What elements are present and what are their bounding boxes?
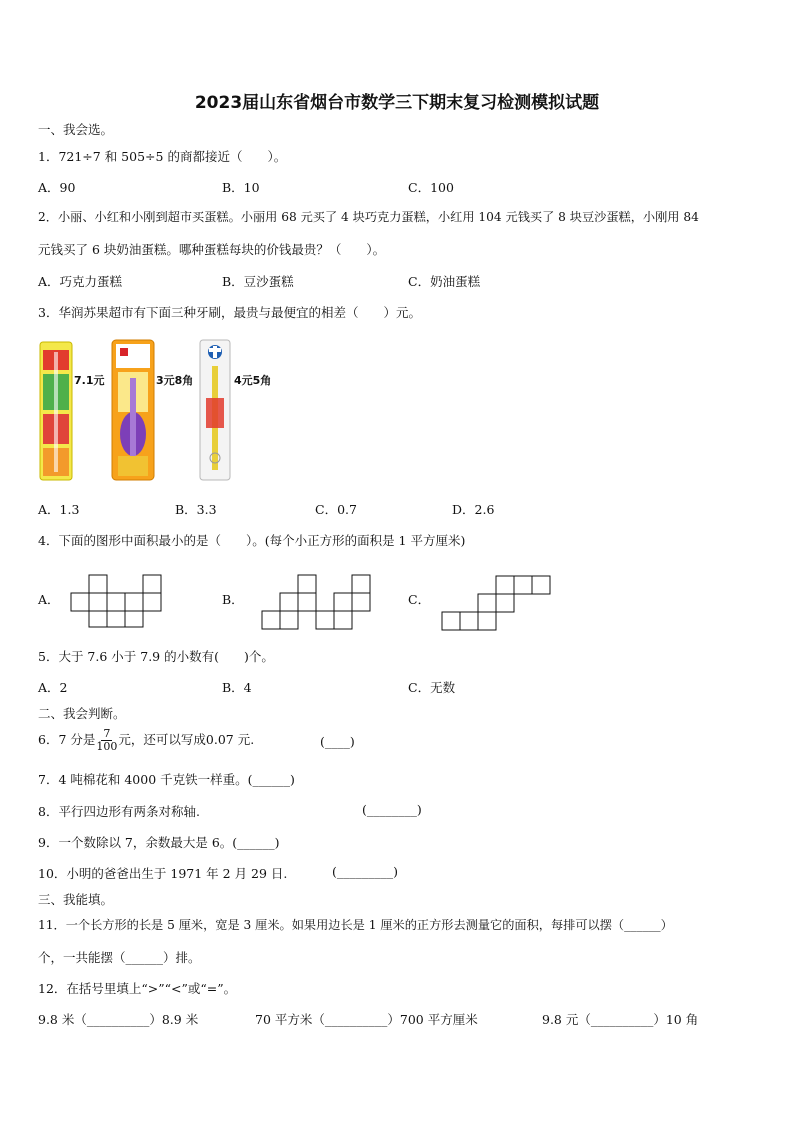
q6-fraction — [96, 728, 117, 753]
question-2-line-2: 元钱买了 6 块奶油蛋糕。哪种蛋糕每块的价钱最贵？（ ）。 — [38, 242, 386, 257]
q2-option-c: C．奶油蛋糕 — [408, 274, 481, 289]
question-6 — [38, 728, 254, 753]
question-4: 4．下面的图形中面积最小的是（ ）。(每个小正方形的面积是 1 平方厘米) — [38, 533, 466, 548]
q1-option-b: B．10 — [222, 180, 260, 195]
q12-compare-1[interactable]: 9.8 米（__________）8.9 米 — [38, 1012, 199, 1027]
toothbrush-1-image — [38, 340, 74, 482]
section-heading-3: 三、我能填。 — [38, 892, 114, 907]
q3-option-c: C．0.7 — [315, 502, 357, 517]
question-8: 8．平行四边形有两条对称轴. — [38, 804, 200, 819]
q5-option-a: A．2 — [38, 680, 68, 695]
q4-option-b: B． — [222, 592, 244, 607]
price-label-1: 7.1元 — [74, 374, 105, 387]
q2-option-a: A．巧克力蛋糕 — [38, 274, 123, 289]
q4-option-c: C． — [408, 592, 431, 607]
section-heading-2: 二、我会判断。 — [38, 706, 126, 721]
q4-figure-b — [260, 572, 374, 630]
q4-figure-c — [440, 574, 552, 632]
q10-answer-blank[interactable]: (_________) — [332, 864, 399, 879]
toothbrush-3-image — [198, 338, 232, 482]
price-label-2: 3元8角 — [156, 374, 194, 387]
page-title: 2023届山东省烟台市数学三下期末复习检测模拟试题 — [194, 93, 600, 113]
question-3: 3．华润苏果超市有下面三种牙刷，最贵与最便宜的相差（ ）元。 — [38, 305, 421, 320]
q5-option-b: B．4 — [222, 680, 252, 695]
q6-prefix: 6．7 分是 — [38, 732, 96, 747]
question-2-line-1: 2．小丽、小红和小刚到超市买蛋糕。小丽用 68 元买了 4 块巧克力蛋糕，小红用 104 元钱买了 8 块豆沙蛋糕，小刚用 84 — [38, 210, 699, 224]
q3-option-b: B．3.3 — [175, 502, 217, 517]
question-11-line-1: 11．一个长方形的长是 5 厘米，宽是 3 厘米。如果用边长是 1 厘米的正方形去测量它的面积，每排可以摆（______） — [38, 918, 673, 932]
q4-option-a: A． — [38, 592, 60, 607]
question-9: 9．一个数除以 7，余数最大是 6。(______) — [38, 835, 280, 850]
toothbrush-2-image — [110, 338, 156, 482]
section-heading-1: 一、我会选。 — [38, 122, 114, 137]
question-12: 12．在括号里填上“>”“<”或“=”。 — [38, 981, 237, 996]
q3-option-d: D．2.6 — [452, 502, 495, 517]
q4-figure-a — [70, 572, 166, 628]
q6-suffix: 元，还可以写成0.07 元. — [118, 732, 255, 747]
q1-option-a: A．90 — [38, 180, 76, 195]
question-5: 5．大于 7.6 小于 7.9 的小数有( )个。 — [38, 649, 274, 664]
q8-answer-blank[interactable]: (________) — [362, 802, 422, 817]
q1-option-c: C．100 — [408, 180, 454, 195]
question-11-line-2: 个，一共能摆（______）排。 — [38, 950, 201, 965]
question-10: 10．小明的爸爸出生于 1971 年 2 月 29 日. — [38, 866, 288, 881]
q5-option-c: C．无数 — [408, 680, 456, 695]
q3-option-a: A．1.3 — [38, 502, 80, 517]
q12-compare-3[interactable]: 9.8 元（__________）10 角 — [542, 1012, 699, 1027]
price-label-3: 4元5角 — [234, 374, 272, 387]
q6-numerator: 7 — [103, 727, 111, 740]
q12-compare-2[interactable]: 70 平方米（__________）700 平方厘米 — [255, 1012, 478, 1027]
question-7: 7．4 吨棉花和 4000 千克铁一样重。(______) — [38, 772, 295, 787]
q2-option-b: B．豆沙蛋糕 — [222, 274, 294, 289]
question-1: 1．721÷7 和 505÷5 的商都接近（ ）。 — [38, 149, 287, 164]
q6-denominator: 100 — [96, 740, 118, 753]
q6-answer-blank[interactable]: (____) — [320, 734, 355, 749]
